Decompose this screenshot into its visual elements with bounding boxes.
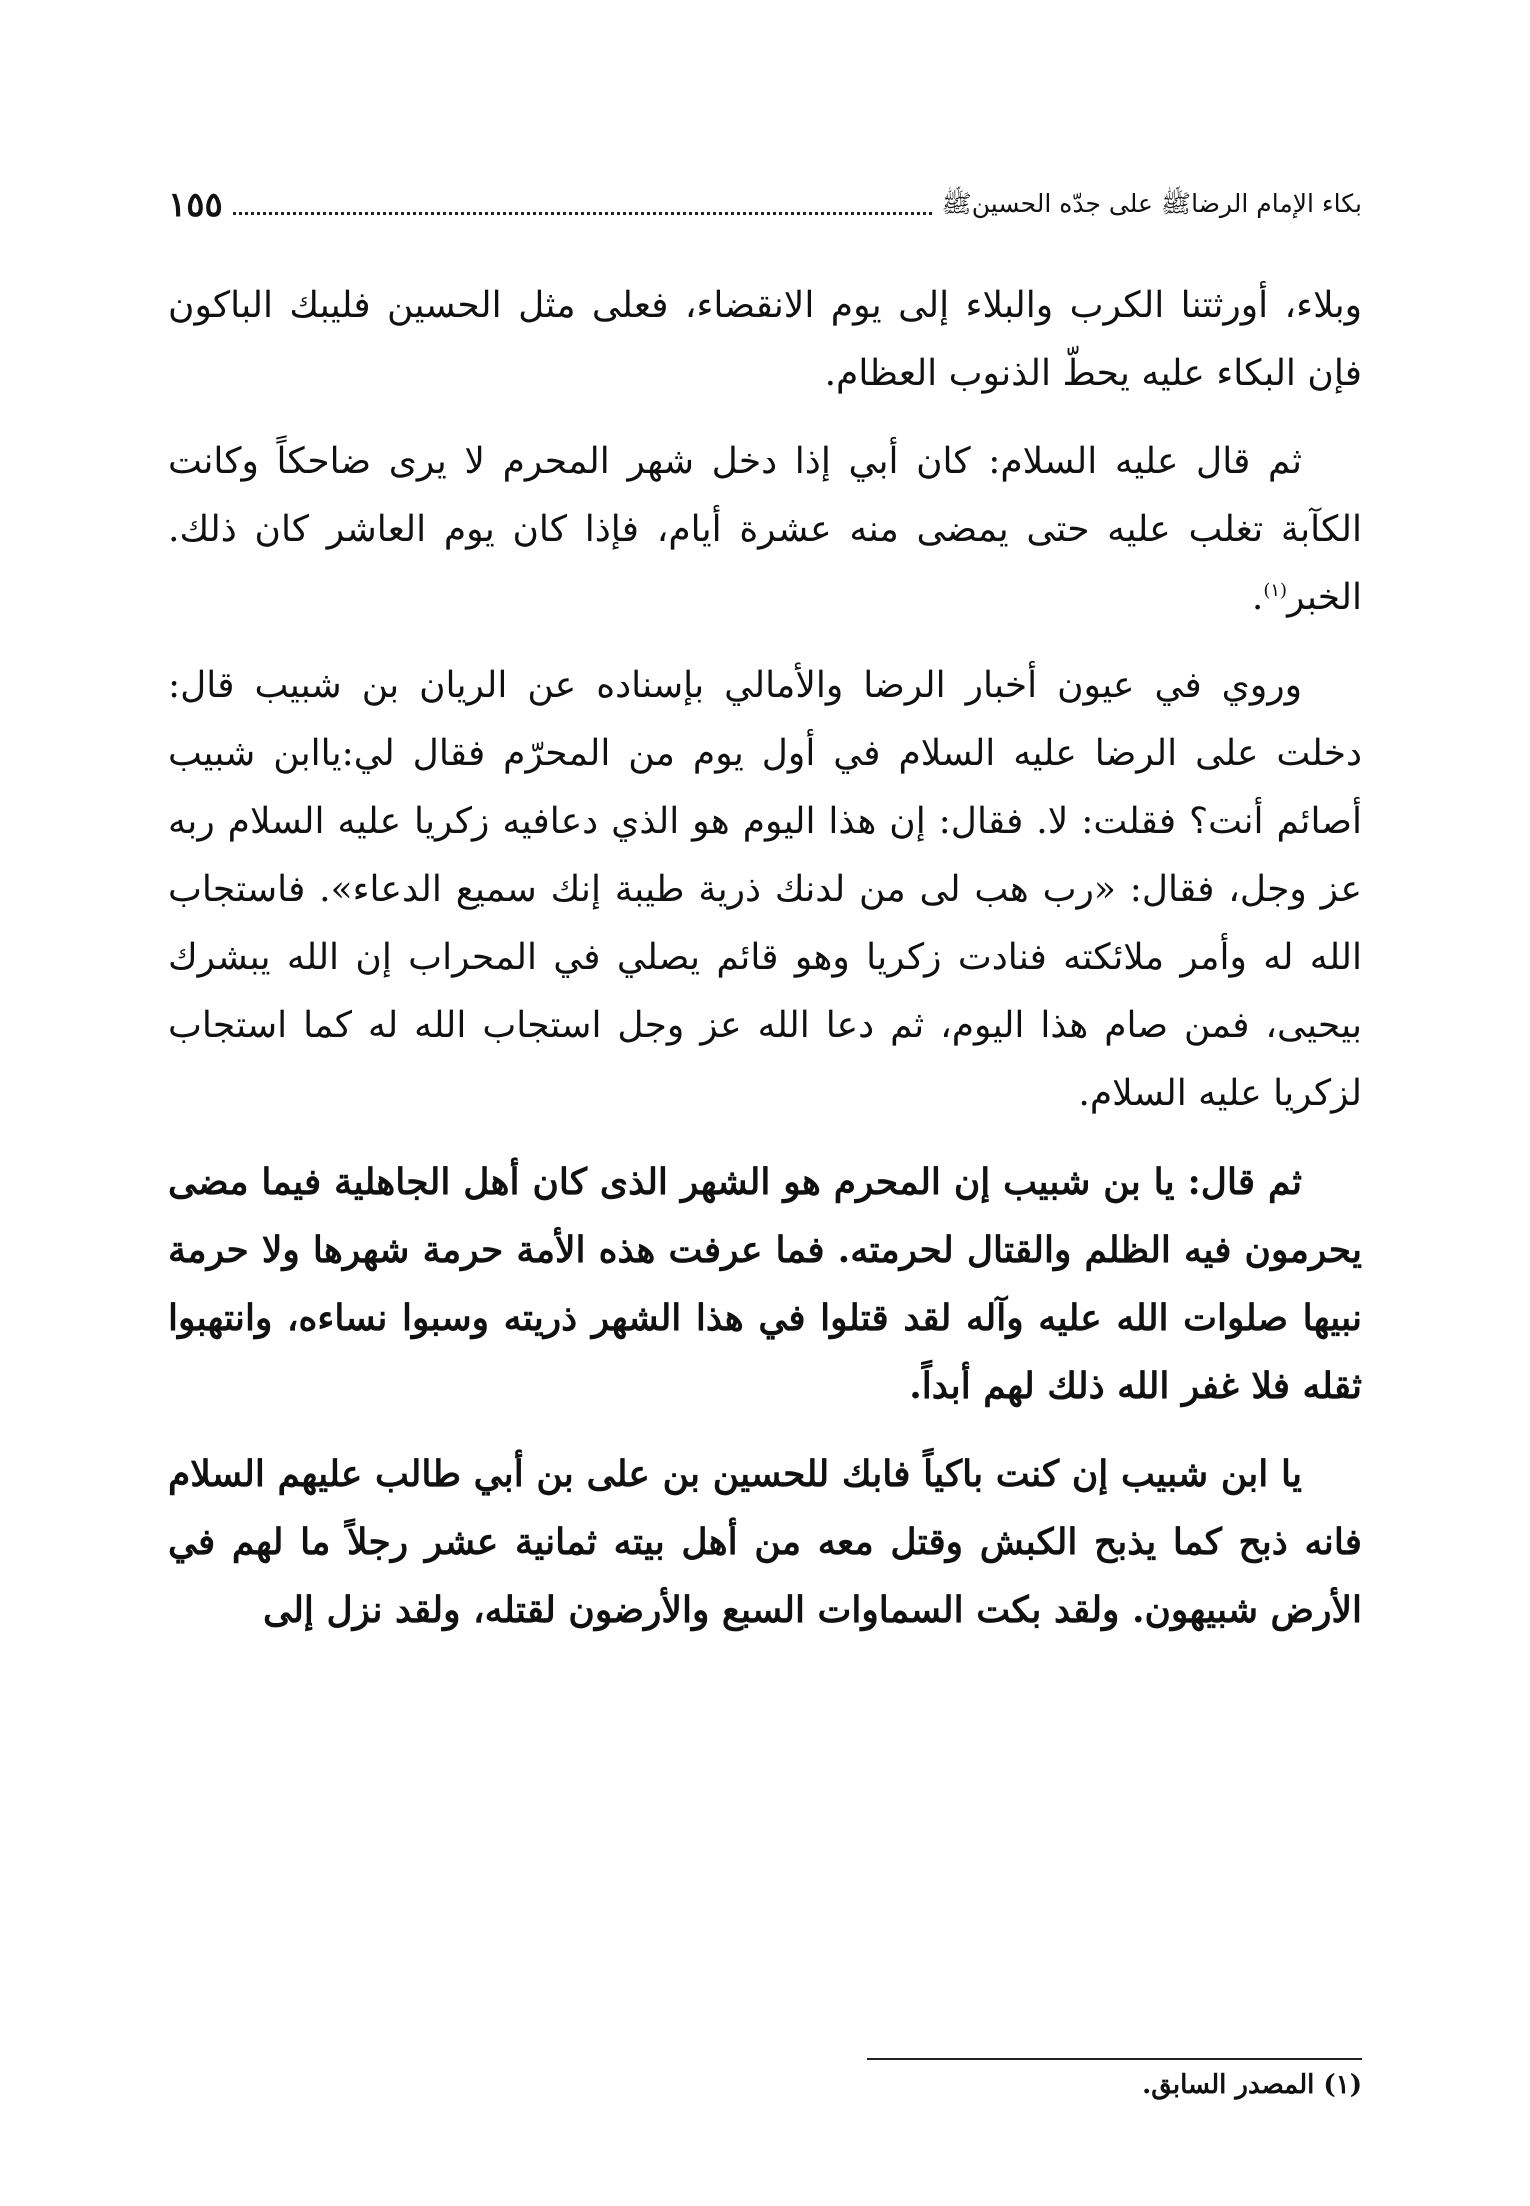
page-number: ١٥٥ <box>168 185 223 225</box>
running-header <box>168 175 1362 225</box>
paragraph-2-tail: . <box>1251 577 1264 618</box>
footnote-reference: (١) <box>1263 580 1288 601</box>
body-text <box>168 272 1362 1664</box>
footnote-divider <box>867 2058 1362 2060</box>
paragraph-2 <box>168 428 1362 632</box>
header-dot-leader <box>233 212 932 215</box>
paragraph-3: وروي في عيون أخبار الرضا والأمالي بإسناده عن الريان بن شبيب قال: دخلت على الرضا عليه السلام في أول يوم من المحرّم فقال لي:ياابن شبيب أصائم أنت؟ فقلت: لا. فقال: إن هذا اليوم هو الذي دعافيه زكريا عليه السلام ربه عز وجل، فقال: «رب هب لى من لدنك ذرية طيبة إنك سميع الدعاء». فاستجاب الله له وأمر ملائكته فنادت زكريا وهو قائم يصلي في المحراب إن الله يبشرك بيحيى، فمن صام هذا اليوم، ثم دعا الله عز وجل استجاب الله له كما استجاب لزكريا عليه السلام. <box>168 665 1362 1114</box>
paragraph-5: يا ابن شبيب إن كنت باكياً فابك للحسين بن على بن أبي طالب عليهم السلام فانه ذبح كما يذبح الكبش وقتل معه من أهل بيته ثمانية عشر رجلاً ما لهم في الأرض شبيهون. ولقد بكت السماوات السبع والأرضون لقتله، ولقد نزل إلى <box>168 1453 1362 1631</box>
paragraph-1: وبلاء، أورثتنا الكرب والبلاء إلى يوم الانقضاء، فعلى مثل الحسين فليبك الباكون فإن البكاء عليه يحطّ الذنوب العظام. <box>168 285 1362 394</box>
running-header-title: بكاء الإمام الرضاﷺ على جدّه الحسينﷺ <box>941 189 1362 218</box>
paragraph-4: ثم قال: يا بن شبيب إن المحرم هو الشهر الذى كان أهل الجاهلية فيما مضى يحرمون فيه الظلم والقتال لحرمته. فما عرفت هذه الأمة حرمة شهرها ولا حرمة نبيها صلوات الله عليه وآله لقد قتلوا في هذا الشهر ذريته وسبوا نساءه، وانتهبوا ثقله فلا غفر الله ذلك لهم أبداً. <box>168 1161 1362 1407</box>
paragraph-2-text: ثم قال عليه السلام: كان أبي إذا دخل شهر المحرم لا يرى ضاحكاً وكانت الكآبة تغلب عليه حتى يمضى منه عشرة أيام، فإذا كان يوم العاشر كان ذلك. الخبر <box>168 441 1362 618</box>
footnote: (١) المصدر السابق. <box>1142 2070 1362 2100</box>
